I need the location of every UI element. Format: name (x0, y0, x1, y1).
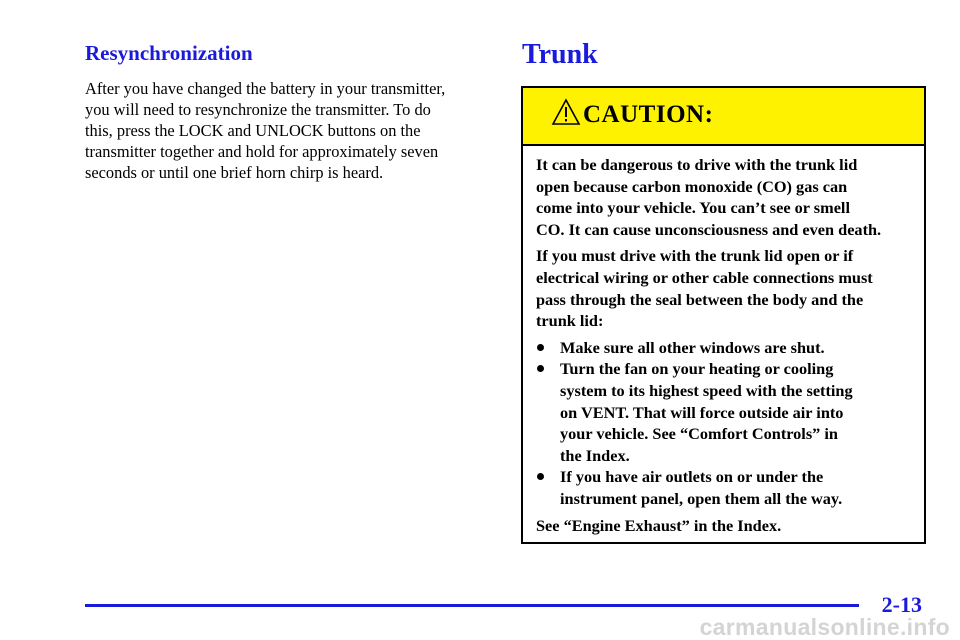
bullet-icon (537, 344, 544, 351)
caution-line: pass through the seal between the body and the (536, 289, 864, 309)
bullet-item (536, 337, 914, 359)
bullet-line: the Index. (560, 445, 630, 465)
caution-line: If you must drive with the trunk lid open or if (536, 246, 854, 266)
page-number: 2-13 (881, 592, 922, 617)
caution-line: electrical wiring or other cable connections must (536, 267, 873, 287)
paragraph-line: this, press the LOCK and UNLOCK buttons on the (85, 121, 421, 140)
watermark: carmanualsonline.info (699, 614, 950, 640)
caution-title: CAUTION: (583, 101, 714, 128)
paragraph-line: you will need to resynchronize the transmitter. To do (85, 100, 431, 119)
bullet-line: on VENT. That will force outside air into (560, 402, 844, 422)
paragraph-line: seconds or until one brief horn chirp is heard. (85, 163, 384, 182)
caution-line: It can be dangerous to drive with the trunk lid (536, 155, 858, 174)
bullet-line: Turn the fan on your heating or cooling (560, 359, 834, 379)
paragraph-line: After you have changed the battery in your transmitter, (85, 79, 446, 98)
bullet-icon (537, 365, 544, 372)
bullet-item (536, 466, 914, 509)
caution-bullet-list (536, 337, 914, 510)
caution-line: open because carbon monoxide (CO) gas can (536, 176, 848, 196)
footer-rule (85, 604, 859, 607)
bullet-line: Make sure all other windows are shut. (560, 337, 825, 357)
caution-line: come into your vehicle. You can’t see or smell (536, 198, 850, 218)
paragraph-line: transmitter together and hold for approximately seven (85, 142, 439, 161)
bullet-icon (537, 473, 544, 480)
caution-line: trunk lid: (536, 311, 604, 331)
resynchronization-paragraph (85, 78, 485, 183)
warning-triangle-icon (551, 98, 581, 126)
bullet-line: instrument panel, open them all the way. (560, 488, 843, 508)
left-column (85, 40, 485, 183)
bullet-line: your vehicle. See “Comfort Controls” in (560, 424, 838, 444)
caution-line: CO. It can cause unconsciousness and even death. (536, 219, 882, 239)
page-heading-trunk: Trunk (522, 39, 598, 70)
bullet-line: If you have air outlets on or under the (560, 467, 824, 487)
caution-paragraph (536, 245, 914, 331)
caution-body (523, 146, 924, 536)
bullet-line: system to its highest speed with the setting (560, 380, 853, 400)
bullet-item (536, 358, 914, 466)
caution-box (521, 86, 926, 544)
caution-header (523, 88, 924, 146)
caution-footer-note: See “Engine Exhaust” in the Index. (536, 515, 782, 535)
caution-paragraph (536, 154, 914, 240)
section-heading-resynchronization: Resynchronization (85, 41, 253, 65)
